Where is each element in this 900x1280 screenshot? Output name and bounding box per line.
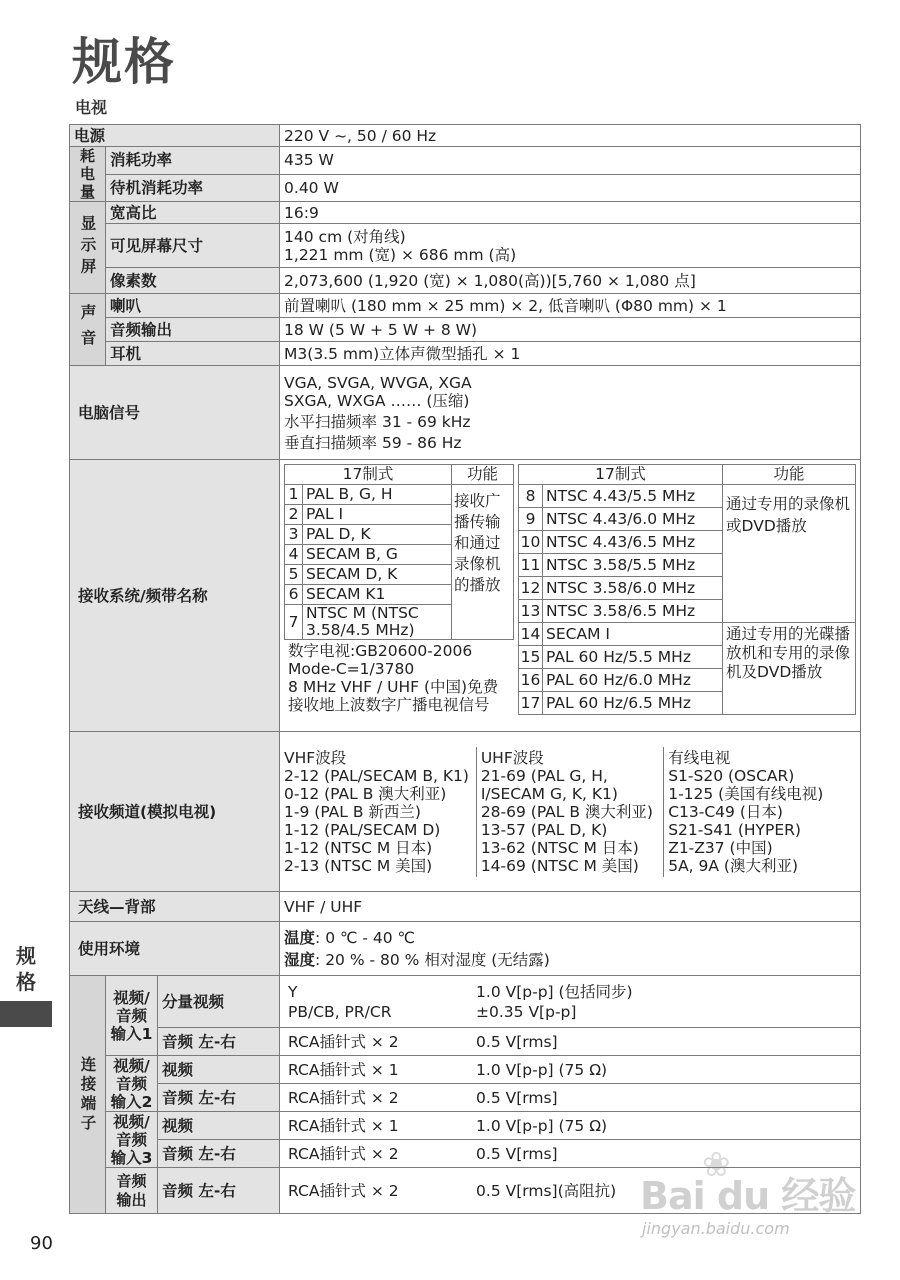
headphone-value: M3(3.5 mm)立体声微型插孔 × 1 bbox=[280, 342, 861, 366]
channel-line: C13-C49 (日本) bbox=[668, 802, 783, 821]
system-number: 1 bbox=[285, 485, 303, 505]
display-group: 显示屏 bbox=[70, 202, 106, 294]
uhf-column bbox=[476, 747, 663, 877]
audio-level: 0.5 V[rms] bbox=[476, 1144, 558, 1163]
system-name: PAL I bbox=[303, 505, 452, 525]
av1-audio-value bbox=[280, 1028, 861, 1056]
system-number: 5 bbox=[285, 565, 303, 585]
watermark-logo: Bai du 经验 bbox=[640, 1174, 856, 1218]
reception-channel-value bbox=[280, 732, 861, 892]
system-name: NTSC 4.43/5.5 MHz bbox=[543, 485, 723, 508]
system-name: PAL B, G, H bbox=[303, 485, 452, 505]
spec-table bbox=[69, 124, 861, 1214]
antenna-label: 天线—背部 bbox=[70, 892, 280, 922]
terminals-group: 连接端子 bbox=[70, 976, 106, 1214]
side-tab-bar bbox=[0, 1001, 52, 1027]
section-subtitle: 电视 bbox=[75, 98, 108, 117]
system-name: PAL 60 Hz/5.5 MHz bbox=[543, 646, 723, 669]
digital-tv-line: Mode-C=1/3780 bbox=[288, 660, 415, 678]
audio-lr-label: 音频 左-右 bbox=[158, 1084, 280, 1112]
audio-level: 0.5 V[rms] bbox=[476, 1032, 558, 1051]
component-pb-pr: PB/CB, PR/CR bbox=[288, 1002, 392, 1021]
reception-right-block bbox=[518, 464, 856, 715]
av-input-3-label: 视频/音频输入3 bbox=[106, 1112, 158, 1168]
channel-line: 1-12 (PAL/SECAM D) bbox=[284, 820, 441, 839]
audio-lr-label: 音频 左-右 bbox=[158, 1168, 280, 1214]
system-name: NTSC 3.58/6.0 MHz bbox=[543, 577, 723, 600]
system-number: 11 bbox=[519, 554, 543, 577]
system-name: NTSC 4.43/6.5 MHz bbox=[543, 531, 723, 554]
video-label: 视频 bbox=[158, 1056, 280, 1084]
system-number: 7 bbox=[285, 605, 303, 640]
component-video-value bbox=[280, 976, 861, 1028]
system-number: 14 bbox=[519, 623, 543, 646]
system-number: 6 bbox=[285, 585, 303, 605]
rca-x2: RCA插针式 × 2 bbox=[288, 1088, 399, 1107]
system-name: SECAM I bbox=[543, 623, 723, 646]
system-name: PAL D, K bbox=[303, 525, 452, 545]
function-header: 功能 bbox=[723, 465, 856, 485]
component-y: Y bbox=[288, 982, 298, 1001]
humidity-key: 湿度 bbox=[284, 950, 316, 969]
channel-line: 1-12 (NTSC M 日本) bbox=[284, 838, 433, 857]
speaker-label: 喇叭 bbox=[106, 294, 280, 318]
system-number: 17 bbox=[519, 692, 543, 715]
av2-audio-value bbox=[280, 1084, 861, 1112]
system-name: NTSC M (NTSC 3.58/4.5 MHz) bbox=[303, 605, 452, 640]
left-function: 接收广播传输和通过录像机的播放 bbox=[452, 485, 514, 640]
system-number: 12 bbox=[519, 577, 543, 600]
rated-power-value: 435 W bbox=[280, 147, 861, 175]
channel-line: 13-62 (NTSC M 日本) bbox=[480, 838, 639, 857]
system-table-left bbox=[284, 464, 514, 640]
system-name: NTSC 3.58/6.5 MHz bbox=[543, 600, 723, 623]
paw-icon: ❀ bbox=[702, 1145, 731, 1185]
page-title: 规格 bbox=[72, 33, 176, 91]
channel-line: S21-S41 (HYPER) bbox=[668, 820, 801, 839]
pc-signal-line: SXGA, WXGA …… (压缩) bbox=[284, 391, 470, 410]
pc-signal-line: 水平扫描频率 31 - 69 kHz bbox=[284, 412, 471, 431]
watermark bbox=[640, 1145, 860, 1255]
av-input-1-label: 视频/音频输入1 bbox=[106, 976, 158, 1056]
channel-line: 有线电视 bbox=[668, 748, 731, 767]
audio-lr-label: 音频 左-右 bbox=[158, 1028, 280, 1056]
rca-x2: RCA插针式 × 2 bbox=[288, 1144, 399, 1163]
channel-line: UHF波段 bbox=[480, 748, 544, 767]
channel-line: 14-69 (NTSC M 美国) bbox=[480, 856, 639, 875]
audio-level: 0.5 V[rms] bbox=[476, 1088, 558, 1107]
system-name: SECAM D, K bbox=[303, 565, 452, 585]
av3-video-value bbox=[280, 1112, 861, 1140]
rated-power-label: 消耗功率 bbox=[106, 147, 280, 175]
av-input-2-label: 视频/音频输入2 bbox=[106, 1056, 158, 1112]
digital-tv-line: 8 MHz VHF / UHF (中国)免费 bbox=[288, 678, 499, 696]
reception-system-label: 接收系统/频带名称 bbox=[70, 460, 280, 732]
sound-group: 声音 bbox=[70, 294, 106, 366]
screen-size-line1: 140 cm (对角线) bbox=[284, 227, 406, 246]
channel-line: 1-125 (美国有线电视) bbox=[668, 784, 824, 803]
pc-signal-line: VGA, SVGA, WVGA, XGA bbox=[284, 373, 472, 392]
pc-signal-value bbox=[280, 366, 861, 460]
environment-label: 使用环境 bbox=[70, 922, 280, 976]
channel-line: 2-13 (NTSC M 美国) bbox=[284, 856, 433, 875]
system-header: 17制式 bbox=[519, 465, 723, 485]
page-number: 90 bbox=[30, 1233, 53, 1254]
consumption-group: 耗电量 bbox=[70, 147, 106, 202]
system-name: PAL 60 Hz/6.0 MHz bbox=[543, 669, 723, 692]
pixels-label: 像素数 bbox=[106, 268, 280, 294]
channel-line: 13-57 (PAL D, K) bbox=[480, 820, 608, 839]
right-function-b: 通过专用的光碟播放机和专用的录像机及DVD播放 bbox=[723, 623, 856, 715]
system-number: 13 bbox=[519, 600, 543, 623]
component-video-label: 分量视频 bbox=[158, 976, 280, 1028]
channel-line: 2-12 (PAL/SECAM B, K1) bbox=[284, 766, 469, 785]
audio-output-label: 音频输出 bbox=[106, 318, 280, 342]
component-pb-pr-level: ±0.35 V[p-p] bbox=[476, 1002, 577, 1021]
rca-x1: RCA插针式 × 1 bbox=[288, 1116, 399, 1135]
headphone-label: 耳机 bbox=[106, 342, 280, 366]
standby-power-label: 待机消耗功率 bbox=[106, 174, 280, 202]
reception-channel-label: 接收频道(模拟电视) bbox=[70, 732, 280, 892]
digital-tv-line: 接收地上波数字广播电视信号 bbox=[288, 696, 490, 714]
watermark-url: jingyan.baidu.com bbox=[642, 1219, 790, 1238]
rca-x2: RCA插针式 × 2 bbox=[288, 1181, 399, 1200]
rca-x1: RCA插针式 × 1 bbox=[288, 1060, 399, 1079]
function-header: 功能 bbox=[452, 465, 514, 485]
system-number: 16 bbox=[519, 669, 543, 692]
system-header: 17制式 bbox=[285, 465, 452, 485]
power-value: 220 V ~, 50 / 60 Hz bbox=[280, 125, 861, 147]
rca-x2: RCA插针式 × 2 bbox=[288, 1032, 399, 1051]
cable-column bbox=[663, 747, 860, 877]
pc-signal-label: 电脑信号 bbox=[70, 366, 280, 460]
video-level: 1.0 V[p-p] (75 Ω) bbox=[476, 1116, 608, 1135]
system-name: NTSC 3.58/5.5 MHz bbox=[543, 554, 723, 577]
channel-line: VHF波段 bbox=[284, 748, 347, 767]
channel-line: Z1-Z37 (中国) bbox=[668, 838, 773, 857]
video-level: 1.0 V[p-p] (75 Ω) bbox=[476, 1060, 608, 1079]
temperature-value: : 0 ℃ - 40 ℃ bbox=[315, 928, 415, 947]
digital-tv-line: 数字电视:GB20600-2006 bbox=[288, 642, 473, 660]
system-name: SECAM B, G bbox=[303, 545, 452, 565]
system-number: 10 bbox=[519, 531, 543, 554]
system-name: NTSC 4.43/6.0 MHz bbox=[543, 508, 723, 531]
channel-line: 5A, 9A (澳大利亚) bbox=[668, 856, 799, 875]
channel-line: 28-69 (PAL B 澳大利亚) bbox=[480, 802, 653, 821]
humidity-value: : 20 % - 80 % 相对湿度 (无结露) bbox=[315, 950, 550, 969]
digital-tv-info bbox=[284, 640, 514, 714]
system-number: 8 bbox=[519, 485, 543, 508]
system-number: 3 bbox=[285, 525, 303, 545]
environment-value bbox=[280, 922, 861, 976]
system-name: PAL 60 Hz/6.5 MHz bbox=[543, 692, 723, 715]
system-number: 4 bbox=[285, 545, 303, 565]
screen-size-line2: 1,221 mm (宽) × 686 mm (高) bbox=[284, 245, 517, 264]
screen-size-label: 可见屏幕尺寸 bbox=[106, 224, 280, 268]
standby-power-value: 0.40 W bbox=[280, 174, 861, 202]
channel-line: 1-9 (PAL B 新西兰) bbox=[284, 802, 421, 821]
system-number: 2 bbox=[285, 505, 303, 525]
system-table-right bbox=[518, 464, 856, 715]
channel-line: 21-69 (PAL G, H, I/SECAM G, K, K1) bbox=[480, 766, 618, 803]
pc-signal-line: 垂直扫描频率 59 - 86 Hz bbox=[284, 433, 462, 452]
audio-output-terminal-label: 音频输出 bbox=[106, 1168, 158, 1214]
channel-line: 0-12 (PAL B 澳大利亚) bbox=[284, 784, 447, 803]
channel-line: S1-S20 (OSCAR) bbox=[668, 766, 795, 785]
aspect-value: 16:9 bbox=[280, 202, 861, 224]
right-function-a: 通过专用的录像机或DVD播放 bbox=[723, 485, 856, 623]
reception-left-block bbox=[284, 464, 514, 715]
side-tab bbox=[0, 943, 52, 1027]
pixels-value: 2,073,600 (1,920 (宽) × 1,080(高))[5,760 × 1,080 点] bbox=[280, 268, 861, 294]
av2-video-value bbox=[280, 1056, 861, 1084]
component-y-level: 1.0 V[p-p] (包括同步) bbox=[476, 982, 633, 1001]
audio-output-value: 18 W (5 W + 5 W + 8 W) bbox=[280, 318, 861, 342]
audio-lr-label: 音频 左-右 bbox=[158, 1140, 280, 1168]
humidity-line bbox=[284, 951, 856, 969]
video-label: 视频 bbox=[158, 1112, 280, 1140]
power-label: 电源 bbox=[70, 125, 280, 147]
side-tab-label: 规 格 bbox=[16, 944, 36, 994]
speaker-value: 前置喇叭 (180 mm × 25 mm) × 2, 低音喇叭 (Φ80 mm) × 1 bbox=[280, 294, 861, 318]
system-name: SECAM K1 bbox=[303, 585, 452, 605]
reception-system-value bbox=[280, 460, 861, 732]
temperature-line bbox=[284, 929, 856, 947]
system-number: 9 bbox=[519, 508, 543, 531]
screen-size-value bbox=[280, 224, 861, 268]
antenna-value: VHF / UHF bbox=[280, 892, 861, 922]
audio-level-hi-z: 0.5 V[rms](高阻抗) bbox=[476, 1181, 617, 1200]
aspect-label: 宽高比 bbox=[106, 202, 280, 224]
vhf-column bbox=[280, 747, 476, 877]
system-number: 15 bbox=[519, 646, 543, 669]
temperature-key: 温度 bbox=[284, 928, 316, 947]
